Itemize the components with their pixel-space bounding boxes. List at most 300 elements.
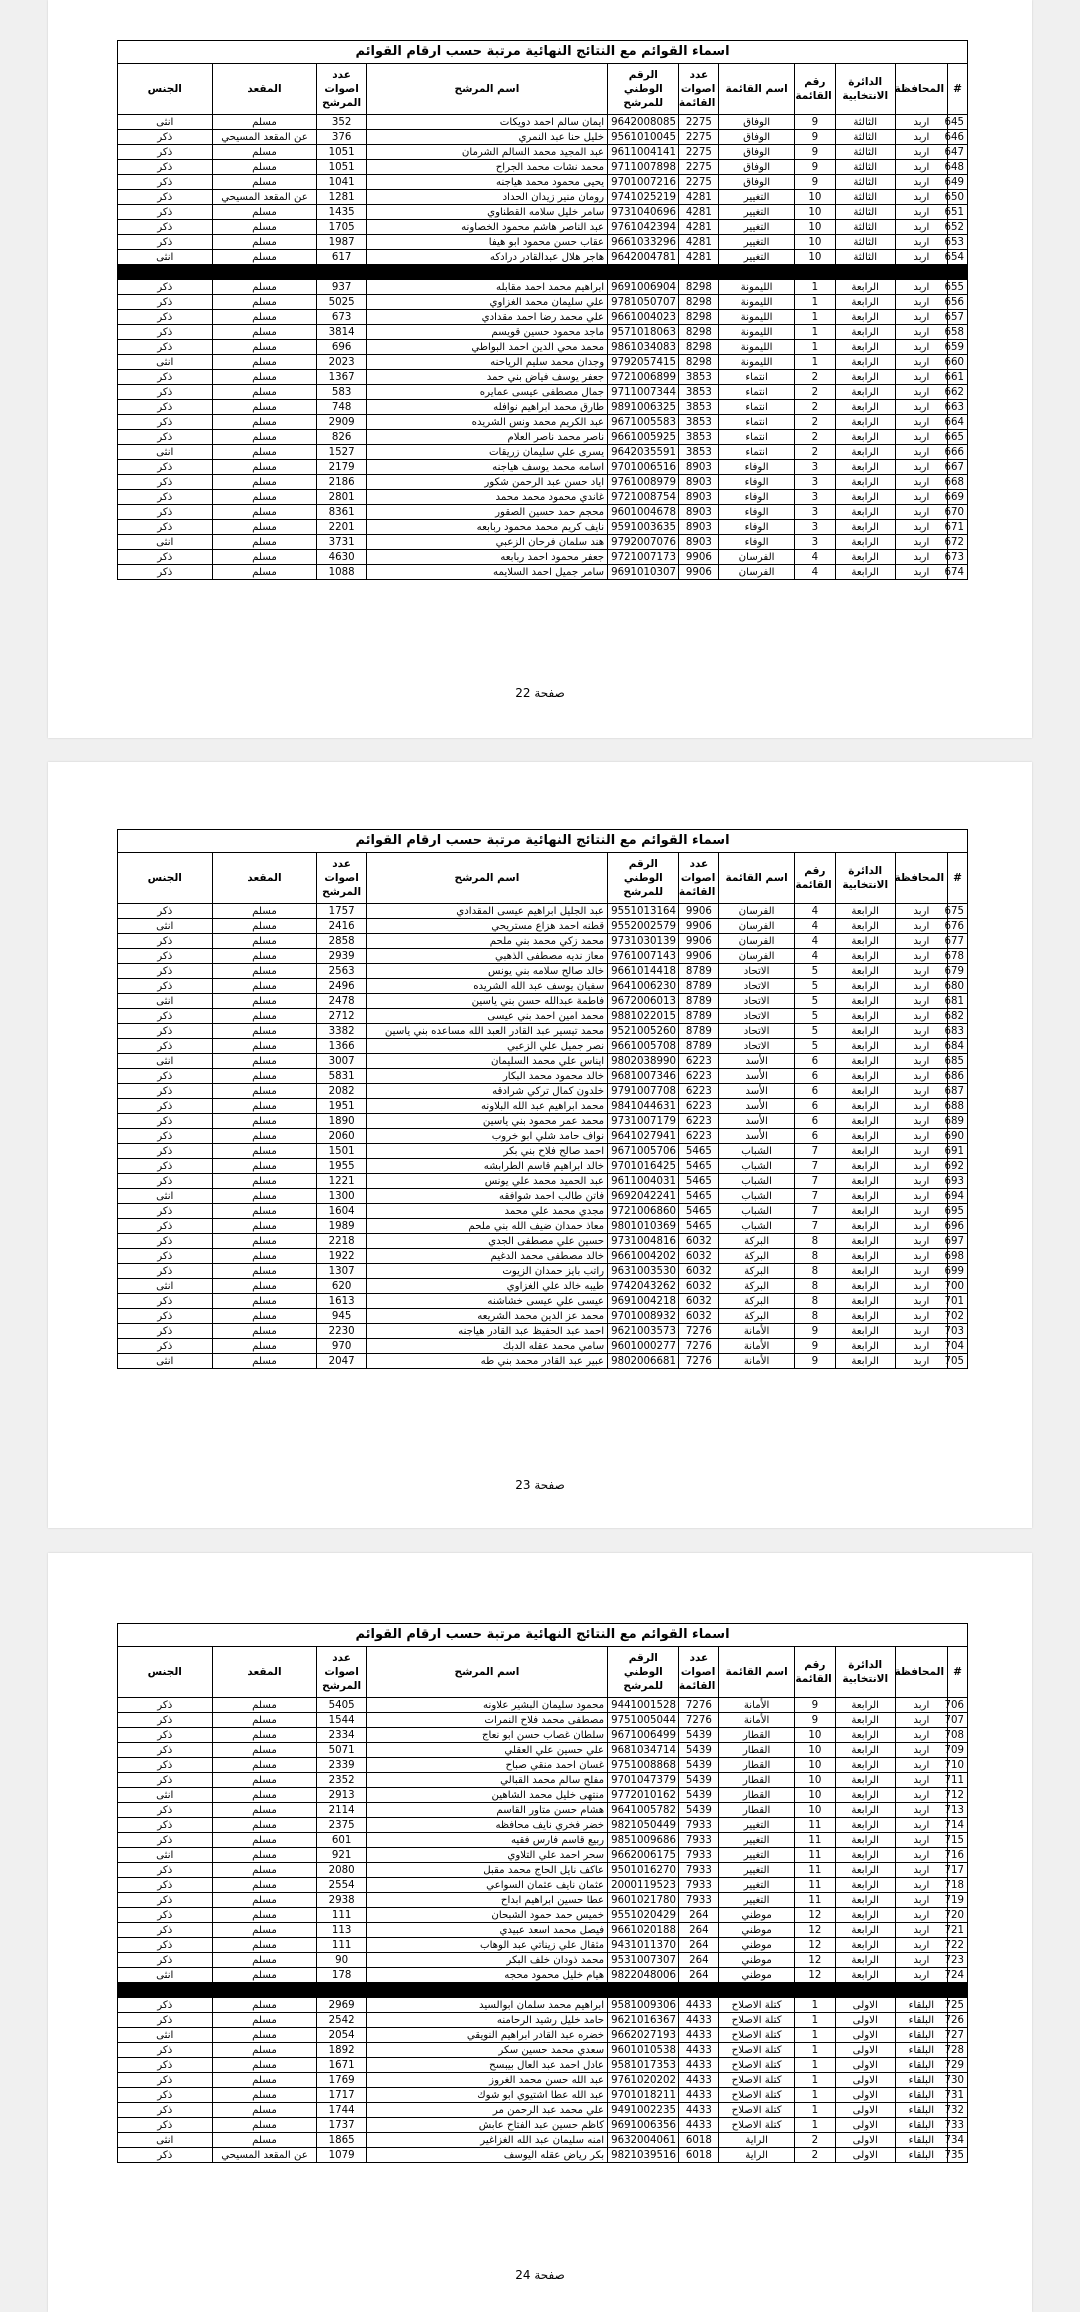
cell-district: الثالثة [835, 175, 895, 190]
cell-list-name: الفرسان [719, 949, 795, 964]
cell-seat: مسلم [212, 1354, 317, 1369]
cell-district: الرابعة [835, 550, 895, 565]
cell-gender: ذكر [118, 280, 213, 295]
cell-candidate-name: فيصل محمد اسعد عبيدي [366, 1923, 607, 1938]
cell-list-number: 9 [794, 1324, 835, 1339]
cell-candidate-name: عبير عبد القادر محمد بني طه [366, 1354, 607, 1369]
cell-gender: ذكر [118, 1938, 213, 1953]
cell-gender: ذكر [118, 949, 213, 964]
cell-gender: ذكر [118, 1773, 213, 1788]
table-row [118, 904, 968, 919]
column-header-row-number: # [948, 64, 968, 115]
cell-national-id: 9731040696 [608, 205, 679, 220]
cell-governorate: اربد [895, 1354, 947, 1369]
cell-list-name: الفرسان [719, 550, 795, 565]
table-row [118, 1159, 968, 1174]
cell-district: الرابعة [835, 1234, 895, 1249]
cell-list-number: 5 [794, 1009, 835, 1024]
cell-list-name: الاتحاد [719, 1024, 795, 1039]
cell-list-votes: 4281 [679, 190, 719, 205]
cell-seat: مسلم [212, 2118, 317, 2133]
cell-list-number: 1 [794, 355, 835, 370]
cell-candidate-votes: 90 [317, 1953, 366, 1968]
cell-district: الثالثة [835, 235, 895, 250]
cell-row-number: 732 [948, 2103, 968, 2118]
table-row [118, 1309, 968, 1324]
cell-national-id: 9551013164 [608, 904, 679, 919]
cell-list-votes: 8298 [679, 325, 719, 340]
cell-national-id: 9751005044 [608, 1713, 679, 1728]
column-header-district: الدائرة الانتخابية [835, 1647, 895, 1698]
cell-gender: ذكر [118, 460, 213, 475]
cell-candidate-votes: 111 [317, 1938, 366, 1953]
cell-national-id: 9802006681 [608, 1354, 679, 1369]
cell-list-number: 5 [794, 1039, 835, 1054]
cell-national-id: 9711007898 [608, 160, 679, 175]
cell-list-votes: 4433 [679, 2073, 719, 2088]
cell-list-name: البركة [719, 1249, 795, 1264]
cell-candidate-votes: 1051 [317, 145, 366, 160]
cell-seat: مسلم [212, 2013, 317, 2028]
cell-seat: مسلم [212, 445, 317, 460]
cell-list-name: الشباب [719, 1159, 795, 1174]
cell-list-number: 10 [794, 190, 835, 205]
cell-list-number: 2 [794, 385, 835, 400]
cell-district: الرابعة [835, 370, 895, 385]
cell-row-number: 658 [948, 325, 968, 340]
cell-national-id: 9661005708 [608, 1039, 679, 1054]
cell-governorate: اربد [895, 1054, 947, 1069]
cell-gender: ذكر [118, 1953, 213, 1968]
cell-district: الرابعة [835, 1953, 895, 1968]
cell-national-id: 9491002235 [608, 2103, 679, 2118]
cell-list-name: الليمونة [719, 355, 795, 370]
table-title: اسماء القوائم مع النتائج النهائية مرتبة حسب ارقام القوائم [118, 1624, 968, 1647]
cell-governorate: البلقاء [895, 1998, 947, 2013]
cell-national-id: 9792057415 [608, 355, 679, 370]
cell-national-id: 9661014418 [608, 964, 679, 979]
cell-list-name: الأسد [719, 1114, 795, 1129]
cell-gender: ذكر [118, 1084, 213, 1099]
cell-governorate: اربد [895, 1803, 947, 1818]
cell-list-name: الشباب [719, 1219, 795, 1234]
cell-list-votes: 8903 [679, 460, 719, 475]
cell-governorate: اربد [895, 1878, 947, 1893]
cell-governorate: اربد [895, 1129, 947, 1144]
table-row [118, 1818, 968, 1833]
cell-seat: مسلم [212, 115, 317, 130]
cell-candidate-name: سلطان غصاب حسن ابو نعاج [366, 1728, 607, 1743]
table-title: اسماء القوائم مع النتائج النهائية مرتبة حسب ارقام القوائم [118, 830, 968, 853]
cell-list-votes: 7933 [679, 1818, 719, 1833]
table-row [118, 565, 968, 580]
cell-candidate-votes: 1989 [317, 1219, 366, 1234]
cell-candidate-votes: 2969 [317, 1998, 366, 2013]
table-row [118, 520, 968, 535]
cell-governorate: اربد [895, 1159, 947, 1174]
cell-row-number: 721 [948, 1923, 968, 1938]
cell-list-votes: 3853 [679, 445, 719, 460]
cell-gender: ذكر [118, 1099, 213, 1114]
cell-seat: مسلم [212, 1818, 317, 1833]
cell-list-name: موطني [719, 1968, 795, 1983]
cell-gender: ذكر [118, 1818, 213, 1833]
cell-governorate: اربد [895, 1294, 947, 1309]
table-row [118, 1174, 968, 1189]
cell-list-votes: 6018 [679, 2148, 719, 2163]
cell-candidate-votes: 2054 [317, 2028, 366, 2043]
cell-candidate-votes: 1922 [317, 1249, 366, 1264]
cell-candidate-name: خالد صالح سلامه بني يونس [366, 964, 607, 979]
cell-row-number: 689 [948, 1114, 968, 1129]
cell-list-number: 11 [794, 1818, 835, 1833]
cell-list-number: 7 [794, 1144, 835, 1159]
cell-candidate-votes: 2913 [317, 1788, 366, 1803]
cell-national-id: 9761007143 [608, 949, 679, 964]
cell-national-id: 9792007076 [608, 535, 679, 550]
column-header-list-number: رقم القائمة [794, 853, 835, 904]
cell-row-number: 719 [948, 1893, 968, 1908]
cell-candidate-name: احمد صالح فلاح بني بكر [366, 1144, 607, 1159]
cell-list-name: الوفاء [719, 475, 795, 490]
cell-governorate: اربد [895, 1863, 947, 1878]
cell-candidate-name: بكر رياض عقله اليوسف [366, 2148, 607, 2163]
cell-seat: مسلم [212, 400, 317, 415]
cell-list-number: 1 [794, 325, 835, 340]
cell-gender: ذكر [118, 1114, 213, 1129]
cell-seat: مسلم [212, 919, 317, 934]
cell-candidate-name: محمد عز الدين محمد الشريعه [366, 1309, 607, 1324]
cell-list-number: 7 [794, 1159, 835, 1174]
cell-row-number: 733 [948, 2118, 968, 2133]
cell-gender: ذكر [118, 205, 213, 220]
cell-district: الرابعة [835, 1743, 895, 1758]
cell-list-votes: 2275 [679, 175, 719, 190]
cell-list-name: الأسد [719, 1099, 795, 1114]
cell-list-number: 1 [794, 2058, 835, 2073]
cell-seat: مسلم [212, 235, 317, 250]
cell-list-number: 1 [794, 2103, 835, 2118]
cell-seat: مسلم [212, 1339, 317, 1354]
cell-candidate-name: غاندي محمود محمد محمد [366, 490, 607, 505]
cell-gender: انثى [118, 994, 213, 1009]
cell-row-number: 731 [948, 2088, 968, 2103]
cell-list-votes: 6223 [679, 1069, 719, 1084]
cell-governorate: اربد [895, 1788, 947, 1803]
cell-gender: ذكر [118, 1998, 213, 2013]
cell-gender: انثى [118, 1054, 213, 1069]
cell-governorate: اربد [895, 1938, 947, 1953]
cell-governorate: اربد [895, 1833, 947, 1848]
cell-district: الرابعة [835, 1728, 895, 1743]
cell-list-number: 2 [794, 445, 835, 460]
cell-list-name: الوفاء [719, 490, 795, 505]
cell-candidate-name: احمد عبد الحفيظ عبد القادر هياجنه [366, 1324, 607, 1339]
cell-list-name: انتماء [719, 430, 795, 445]
cell-national-id: 9731004816 [608, 1234, 679, 1249]
cell-seat: مسلم [212, 520, 317, 535]
cell-governorate: اربد [895, 904, 947, 919]
cell-list-name: القطار [719, 1788, 795, 1803]
cell-national-id: 9601000277 [608, 1339, 679, 1354]
cell-list-votes: 6223 [679, 1084, 719, 1099]
cell-seat: مسلم [212, 1773, 317, 1788]
cell-national-id: 9642008085 [608, 115, 679, 130]
cell-governorate: اربد [895, 1818, 947, 1833]
cell-national-id: 9431011370 [608, 1938, 679, 1953]
table-row [118, 490, 968, 505]
cell-governorate: البلقاء [895, 2073, 947, 2088]
cell-row-number: 664 [948, 415, 968, 430]
cell-list-number: 4 [794, 904, 835, 919]
section-separator [118, 265, 968, 280]
cell-list-number: 10 [794, 205, 835, 220]
cell-candidate-name: هند سلمان فرحان الزعبي [366, 535, 607, 550]
cell-governorate: اربد [895, 1713, 947, 1728]
cell-list-votes: 4433 [679, 2103, 719, 2118]
cell-gender: انثى [118, 919, 213, 934]
cell-list-votes: 264 [679, 1908, 719, 1923]
cell-list-votes: 2275 [679, 130, 719, 145]
cell-district: الاولى [835, 1998, 895, 2013]
separator-bar [118, 1983, 968, 1998]
cell-row-number: 685 [948, 1054, 968, 1069]
cell-row-number: 734 [948, 2133, 968, 2148]
cell-gender: ذكر [118, 550, 213, 565]
table-row [118, 475, 968, 490]
cell-governorate: اربد [895, 1743, 947, 1758]
cell-list-number: 7 [794, 1219, 835, 1234]
cell-list-name: الأمانة [719, 1713, 795, 1728]
cell-row-number: 702 [948, 1309, 968, 1324]
cell-candidate-name: عيسى علي عيسى خشاشنه [366, 1294, 607, 1309]
cell-district: الرابعة [835, 1174, 895, 1189]
cell-list-number: 10 [794, 1788, 835, 1803]
table-row [118, 235, 968, 250]
cell-list-number: 9 [794, 175, 835, 190]
cell-list-name: كتلة الاصلاح [719, 2013, 795, 2028]
cell-candidate-votes: 1527 [317, 445, 366, 460]
cell-national-id: 9751008868 [608, 1758, 679, 1773]
cell-candidate-votes: 113 [317, 1923, 366, 1938]
cell-governorate: اربد [895, 220, 947, 235]
cell-seat: مسلم [212, 1024, 317, 1039]
cell-seat: مسلم [212, 1219, 317, 1234]
table-row [118, 1923, 968, 1938]
cell-row-number: 697 [948, 1234, 968, 1249]
cell-governorate: اربد [895, 919, 947, 934]
cell-governorate: اربد [895, 355, 947, 370]
cell-gender: ذكر [118, 565, 213, 580]
cell-list-name: الوفاء [719, 520, 795, 535]
cell-governorate: اربد [895, 385, 947, 400]
cell-candidate-votes: 1865 [317, 2133, 366, 2148]
cell-list-number: 11 [794, 1863, 835, 1878]
cell-seat: مسلم [212, 1294, 317, 1309]
cell-district: الرابعة [835, 979, 895, 994]
cell-candidate-name: عبد الكريم محمد ونس الشريده [366, 415, 607, 430]
cell-national-id: 9631003530 [608, 1264, 679, 1279]
cell-national-id: 9721006860 [608, 1204, 679, 1219]
cell-list-name: الأسد [719, 1069, 795, 1084]
cell-gender: ذكر [118, 2058, 213, 2073]
cell-row-number: 712 [948, 1788, 968, 1803]
column-header-seat: المقعد [212, 1647, 317, 1698]
cell-row-number: 673 [948, 550, 968, 565]
column-header-candidate-name: اسم المرشح [366, 64, 607, 115]
cell-list-name: الأمانة [719, 1339, 795, 1354]
cell-candidate-votes: 1890 [317, 1114, 366, 1129]
table-row [118, 280, 968, 295]
cell-seat: مسلم [212, 1788, 317, 1803]
cell-candidate-name: طارق محمد ابراهيم نوافله [366, 400, 607, 415]
cell-list-number: 11 [794, 1848, 835, 1863]
table-row [118, 430, 968, 445]
cell-list-number: 2 [794, 415, 835, 430]
cell-governorate: اربد [895, 1009, 947, 1024]
cell-governorate: اربد [895, 1249, 947, 1264]
cell-gender: ذكر [118, 430, 213, 445]
cell-list-votes: 264 [679, 1953, 719, 1968]
cell-list-votes: 5439 [679, 1788, 719, 1803]
cell-list-votes: 7933 [679, 1848, 719, 1863]
cell-candidate-votes: 748 [317, 400, 366, 415]
cell-governorate: اربد [895, 1908, 947, 1923]
cell-governorate: اربد [895, 460, 947, 475]
cell-governorate: اربد [895, 535, 947, 550]
cell-national-id: 9711007344 [608, 385, 679, 400]
cell-row-number: 666 [948, 445, 968, 460]
cell-list-votes: 8789 [679, 1009, 719, 1024]
cell-national-id: 9692042241 [608, 1189, 679, 1204]
cell-list-name: موطني [719, 1938, 795, 1953]
column-header-seat: المقعد [212, 853, 317, 904]
cell-candidate-votes: 1955 [317, 1159, 366, 1174]
cell-district: الثالثة [835, 205, 895, 220]
cell-governorate: اربد [895, 415, 947, 430]
table-row [118, 295, 968, 310]
table-row [118, 2103, 968, 2118]
cell-list-votes: 4281 [679, 235, 719, 250]
cell-candidate-name: مصطفى محمد فلاح النمرات [366, 1713, 607, 1728]
cell-governorate: اربد [895, 310, 947, 325]
cell-governorate: اربد [895, 1144, 947, 1159]
table-row [118, 1264, 968, 1279]
cell-gender: انثى [118, 445, 213, 460]
cell-seat: مسلم [212, 949, 317, 964]
cell-list-name: كتلة الاصلاح [719, 2058, 795, 2073]
cell-governorate: اربد [895, 1114, 947, 1129]
cell-candidate-name: عثمان نايف عثمان السواعي [366, 1878, 607, 1893]
cell-gender: ذكر [118, 1908, 213, 1923]
cell-candidate-name: راتب بايز حمدان الزيوت [366, 1264, 607, 1279]
column-header-gender: الجنس [118, 1647, 213, 1698]
cell-governorate: اربد [895, 1773, 947, 1788]
cell-national-id: 9691004218 [608, 1294, 679, 1309]
cell-candidate-name: عاكف نايل الحاج محمد مقبل [366, 1863, 607, 1878]
cell-candidate-name: مفلح سالم محمد القبالي [366, 1773, 607, 1788]
cell-governorate: اربد [895, 1189, 947, 1204]
cell-candidate-name: سامر خليل سلامه القطناوي [366, 205, 607, 220]
cell-district: الثالثة [835, 250, 895, 265]
cell-candidate-name: كاظم حسين عبد الفتاح عابش [366, 2118, 607, 2133]
cell-row-number: 677 [948, 934, 968, 949]
cell-list-votes: 5465 [679, 1189, 719, 1204]
cell-row-number: 652 [948, 220, 968, 235]
results-table [117, 1623, 968, 2163]
cell-gender: ذكر [118, 964, 213, 979]
cell-national-id: 9521005260 [608, 1024, 679, 1039]
cell-list-name: التغيير [719, 205, 795, 220]
cell-candidate-name: اسامه محمد يوسف هياجنه [366, 460, 607, 475]
cell-candidate-name: ايمان سالم احمد دويكات [366, 115, 607, 130]
cell-candidate-votes: 2352 [317, 1773, 366, 1788]
table-row [118, 1833, 968, 1848]
cell-list-name: الراية [719, 2133, 795, 2148]
cell-national-id: 9661020188 [608, 1923, 679, 1938]
cell-row-number: 699 [948, 1264, 968, 1279]
cell-candidate-votes: 583 [317, 385, 366, 400]
cell-seat: مسلم [212, 994, 317, 1009]
cell-candidate-name: فاتن طالب احمد شوافقه [366, 1189, 607, 1204]
cell-list-votes: 264 [679, 1923, 719, 1938]
cell-gender: انثى [118, 1354, 213, 1369]
cell-list-votes: 8903 [679, 505, 719, 520]
cell-list-number: 9 [794, 115, 835, 130]
table-row [118, 1803, 968, 1818]
cell-list-name: الاتحاد [719, 964, 795, 979]
cell-row-number: 728 [948, 2043, 968, 2058]
cell-list-name: الوفاق [719, 145, 795, 160]
cell-candidate-name: خميس حمد حمود الشبحان [366, 1908, 607, 1923]
cell-list-votes: 8789 [679, 1039, 719, 1054]
cell-list-name: الفرسان [719, 565, 795, 580]
cell-list-number: 1 [794, 2028, 835, 2043]
cell-row-number: 718 [948, 1878, 968, 1893]
cell-list-number: 11 [794, 1833, 835, 1848]
cell-candidate-votes: 1604 [317, 1204, 366, 1219]
cell-candidate-name: علي محمد رضا احمد مقدادي [366, 310, 607, 325]
cell-list-name: الليمونة [719, 310, 795, 325]
cell-candidate-name: يسرى علي سليمان زريقات [366, 445, 607, 460]
cell-list-name: الاتحاد [719, 1009, 795, 1024]
table-row [118, 2088, 968, 2103]
cell-national-id: 2000119523 [608, 1878, 679, 1893]
cell-list-name: الليمونة [719, 340, 795, 355]
cell-list-votes: 5439 [679, 1758, 719, 1773]
cell-seat: مسلم [212, 1923, 317, 1938]
cell-national-id: 9701008932 [608, 1309, 679, 1324]
cell-district: الرابعة [835, 1968, 895, 1983]
cell-row-number: 713 [948, 1803, 968, 1818]
cell-governorate: اربد [895, 250, 947, 265]
cell-candidate-name: خلدون كمال تركي شرادقه [366, 1084, 607, 1099]
cell-national-id: 9611004031 [608, 1174, 679, 1189]
cell-seat: مسلم [212, 1908, 317, 1923]
cell-seat: مسلم [212, 325, 317, 340]
cell-row-number: 650 [948, 190, 968, 205]
cell-gender: ذكر [118, 1833, 213, 1848]
cell-list-name: القطار [719, 1743, 795, 1758]
cell-candidate-name: علي محمد عبد الرحمن مر [366, 2103, 607, 2118]
cell-row-number: 656 [948, 295, 968, 310]
column-header-candidate-name: اسم المرشح [366, 1647, 607, 1698]
cell-candidate-name: محمد زكي محمد بني ملحم [366, 934, 607, 949]
cell-district: الرابعة [835, 535, 895, 550]
table-row [118, 505, 968, 520]
cell-seat: مسلم [212, 2058, 317, 2073]
cell-district: الرابعة [835, 1773, 895, 1788]
